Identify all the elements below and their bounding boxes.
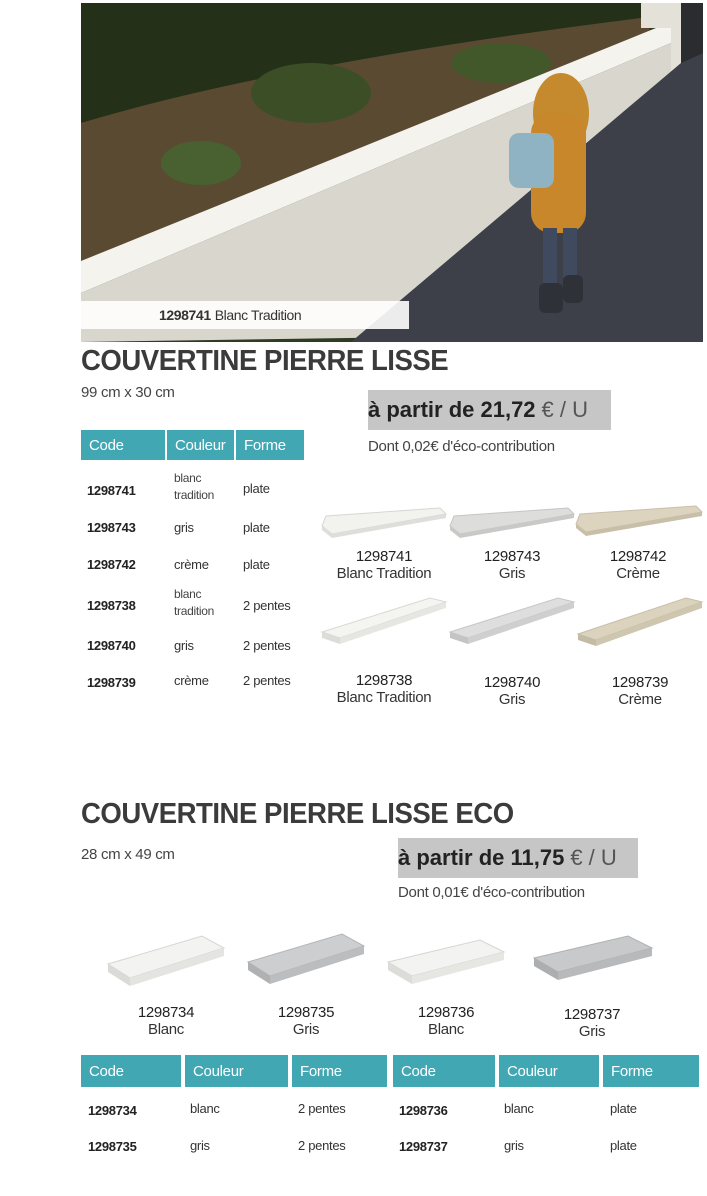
- product-code: 1298735: [277, 1004, 335, 1021]
- slab-sloped-1298738: [320, 596, 448, 646]
- slab-flat-1298742: [574, 502, 704, 536]
- product-name: Crème: [616, 565, 660, 582]
- hero-caption-code: 1298741: [159, 307, 211, 323]
- product-image-flat: [320, 504, 448, 538]
- product-code: 1298736: [417, 1004, 475, 1021]
- slab-eco-1298734: [104, 934, 228, 990]
- product-label: [584, 674, 696, 708]
- table1-row-couleur: gris: [174, 520, 194, 535]
- table1-row-forme: 2 pentes: [243, 638, 291, 653]
- table2-header-forme: Forme: [292, 1055, 387, 1087]
- table1-row-forme: plate: [243, 481, 270, 496]
- product-label: [328, 548, 440, 582]
- table1-row-forme: 2 pentes: [243, 673, 291, 688]
- section2-title: COUVERTINE PIERRE LISSE ECO: [81, 798, 514, 830]
- table2-header-couleur: Couleur: [185, 1055, 288, 1087]
- section1-title: COUVERTINE PIERRE LISSE: [81, 345, 449, 377]
- product-image-sloped: [320, 596, 448, 646]
- table1-row-code: 1298739: [87, 675, 136, 690]
- product-image-flat: [384, 938, 508, 988]
- product-name: Blanc Tradition: [336, 565, 432, 582]
- product-label: [110, 1004, 222, 1038]
- table1-header-forme: Forme: [236, 430, 304, 460]
- table3-row-forme: plate: [610, 1138, 637, 1153]
- hero-caption-name: Blanc Tradition: [214, 307, 302, 323]
- product-label: [328, 672, 440, 706]
- hero-caption: [81, 301, 409, 329]
- table1-row-couleur: blanc tradition: [174, 471, 214, 502]
- section1-price: à partir de 21,72: [368, 397, 536, 422]
- table1-row-forme: 2 pentes: [243, 598, 291, 613]
- slab-eco-1298737: [530, 934, 656, 986]
- product-code: 1298741: [355, 548, 413, 565]
- product-name: Blanc: [147, 1021, 185, 1038]
- table1-row-code: 1298740: [87, 638, 136, 653]
- table1-row-code: 1298741: [87, 483, 136, 498]
- table3-row-code: 1298737: [399, 1139, 448, 1154]
- section1-price-box: [368, 390, 611, 430]
- table3-row-forme: plate: [610, 1101, 637, 1116]
- hero-photo: [81, 3, 703, 342]
- table3-header-couleur: Couleur: [499, 1055, 599, 1087]
- section2-price: à partir de 11,75: [398, 845, 565, 870]
- table3-header-forme: Forme: [603, 1055, 699, 1087]
- table1-row-couleur: gris: [174, 638, 194, 653]
- table2-header-code: Code: [81, 1055, 181, 1087]
- product-label: [582, 548, 694, 582]
- slab-eco-1298735: [244, 932, 368, 988]
- section1-price-unit: € / U: [541, 397, 589, 422]
- table2-row-couleur: gris: [190, 1138, 210, 1153]
- table1-header-code: Code: [81, 430, 165, 460]
- product-name: Crème: [618, 691, 662, 708]
- product-image-sloped: [448, 596, 576, 646]
- table1-header-couleur: Couleur: [167, 430, 234, 460]
- section1-dimensions: 99 cm x 30 cm: [81, 384, 175, 401]
- product-image-flat: [574, 502, 704, 536]
- slab-sloped-1298740: [448, 596, 576, 646]
- table2-row-forme: 2 pentes: [298, 1138, 346, 1153]
- table1-row-forme: plate: [243, 557, 270, 572]
- table3-row-couleur: gris: [504, 1138, 524, 1153]
- slab-flat-1298741: [320, 504, 448, 538]
- table2-row-code: 1298735: [88, 1139, 137, 1154]
- section2-price-box: [398, 838, 638, 878]
- section2-price-unit: € / U: [570, 845, 617, 870]
- product-label: [456, 674, 568, 708]
- product-label: [390, 1004, 502, 1038]
- slab-flat-1298743: [448, 504, 576, 538]
- product-code: 1298742: [609, 548, 667, 565]
- table1-row-couleur: crème: [174, 557, 209, 572]
- section1-eco-contribution: Dont 0,02€ d'éco-contribution: [368, 438, 555, 455]
- table1-row-code: 1298738: [87, 598, 136, 613]
- table1-row-code: 1298742: [87, 557, 136, 572]
- product-code: 1298737: [563, 1006, 621, 1023]
- table2-row-code: 1298734: [88, 1103, 137, 1118]
- product-label: [536, 1006, 648, 1040]
- product-name: Blanc Tradition: [336, 689, 432, 706]
- product-code: 1298739: [611, 674, 669, 691]
- product-code: 1298734: [137, 1004, 195, 1021]
- section2-dimensions: 28 cm x 49 cm: [81, 846, 175, 863]
- product-label: [456, 548, 568, 582]
- slab-eco-1298736: [384, 938, 508, 988]
- product-image-sloped: [576, 596, 704, 648]
- product-image-flat: [448, 504, 576, 538]
- table1-row-couleur: crème: [174, 673, 209, 688]
- product-code: 1298740: [483, 674, 541, 691]
- product-name: Gris: [292, 1021, 320, 1038]
- product-image-flat: [530, 934, 656, 986]
- table2-row-couleur: blanc: [190, 1101, 220, 1116]
- product-label: [250, 1004, 362, 1038]
- product-name: Gris: [498, 565, 526, 582]
- product-code: 1298743: [483, 548, 541, 565]
- table1-row-code: 1298743: [87, 520, 136, 535]
- table3-row-couleur: blanc: [504, 1101, 534, 1116]
- product-image-sloped: [244, 932, 368, 988]
- product-code: 1298738: [355, 672, 413, 689]
- table3-row-code: 1298736: [399, 1103, 448, 1118]
- table2-row-forme: 2 pentes: [298, 1101, 346, 1116]
- product-name: Gris: [578, 1023, 606, 1040]
- product-name: Blanc: [427, 1021, 465, 1038]
- table3-header-code: Code: [393, 1055, 495, 1087]
- slab-sloped-1298739: [576, 596, 704, 648]
- product-image-sloped: [104, 934, 228, 990]
- hero-illustration: [81, 3, 703, 342]
- section2-eco-contribution: Dont 0,01€ d'éco-contribution: [398, 884, 585, 901]
- product-name: Gris: [498, 691, 526, 708]
- table1-row-forme: plate: [243, 520, 270, 535]
- table1-row-couleur: blanc tradition: [174, 587, 214, 618]
